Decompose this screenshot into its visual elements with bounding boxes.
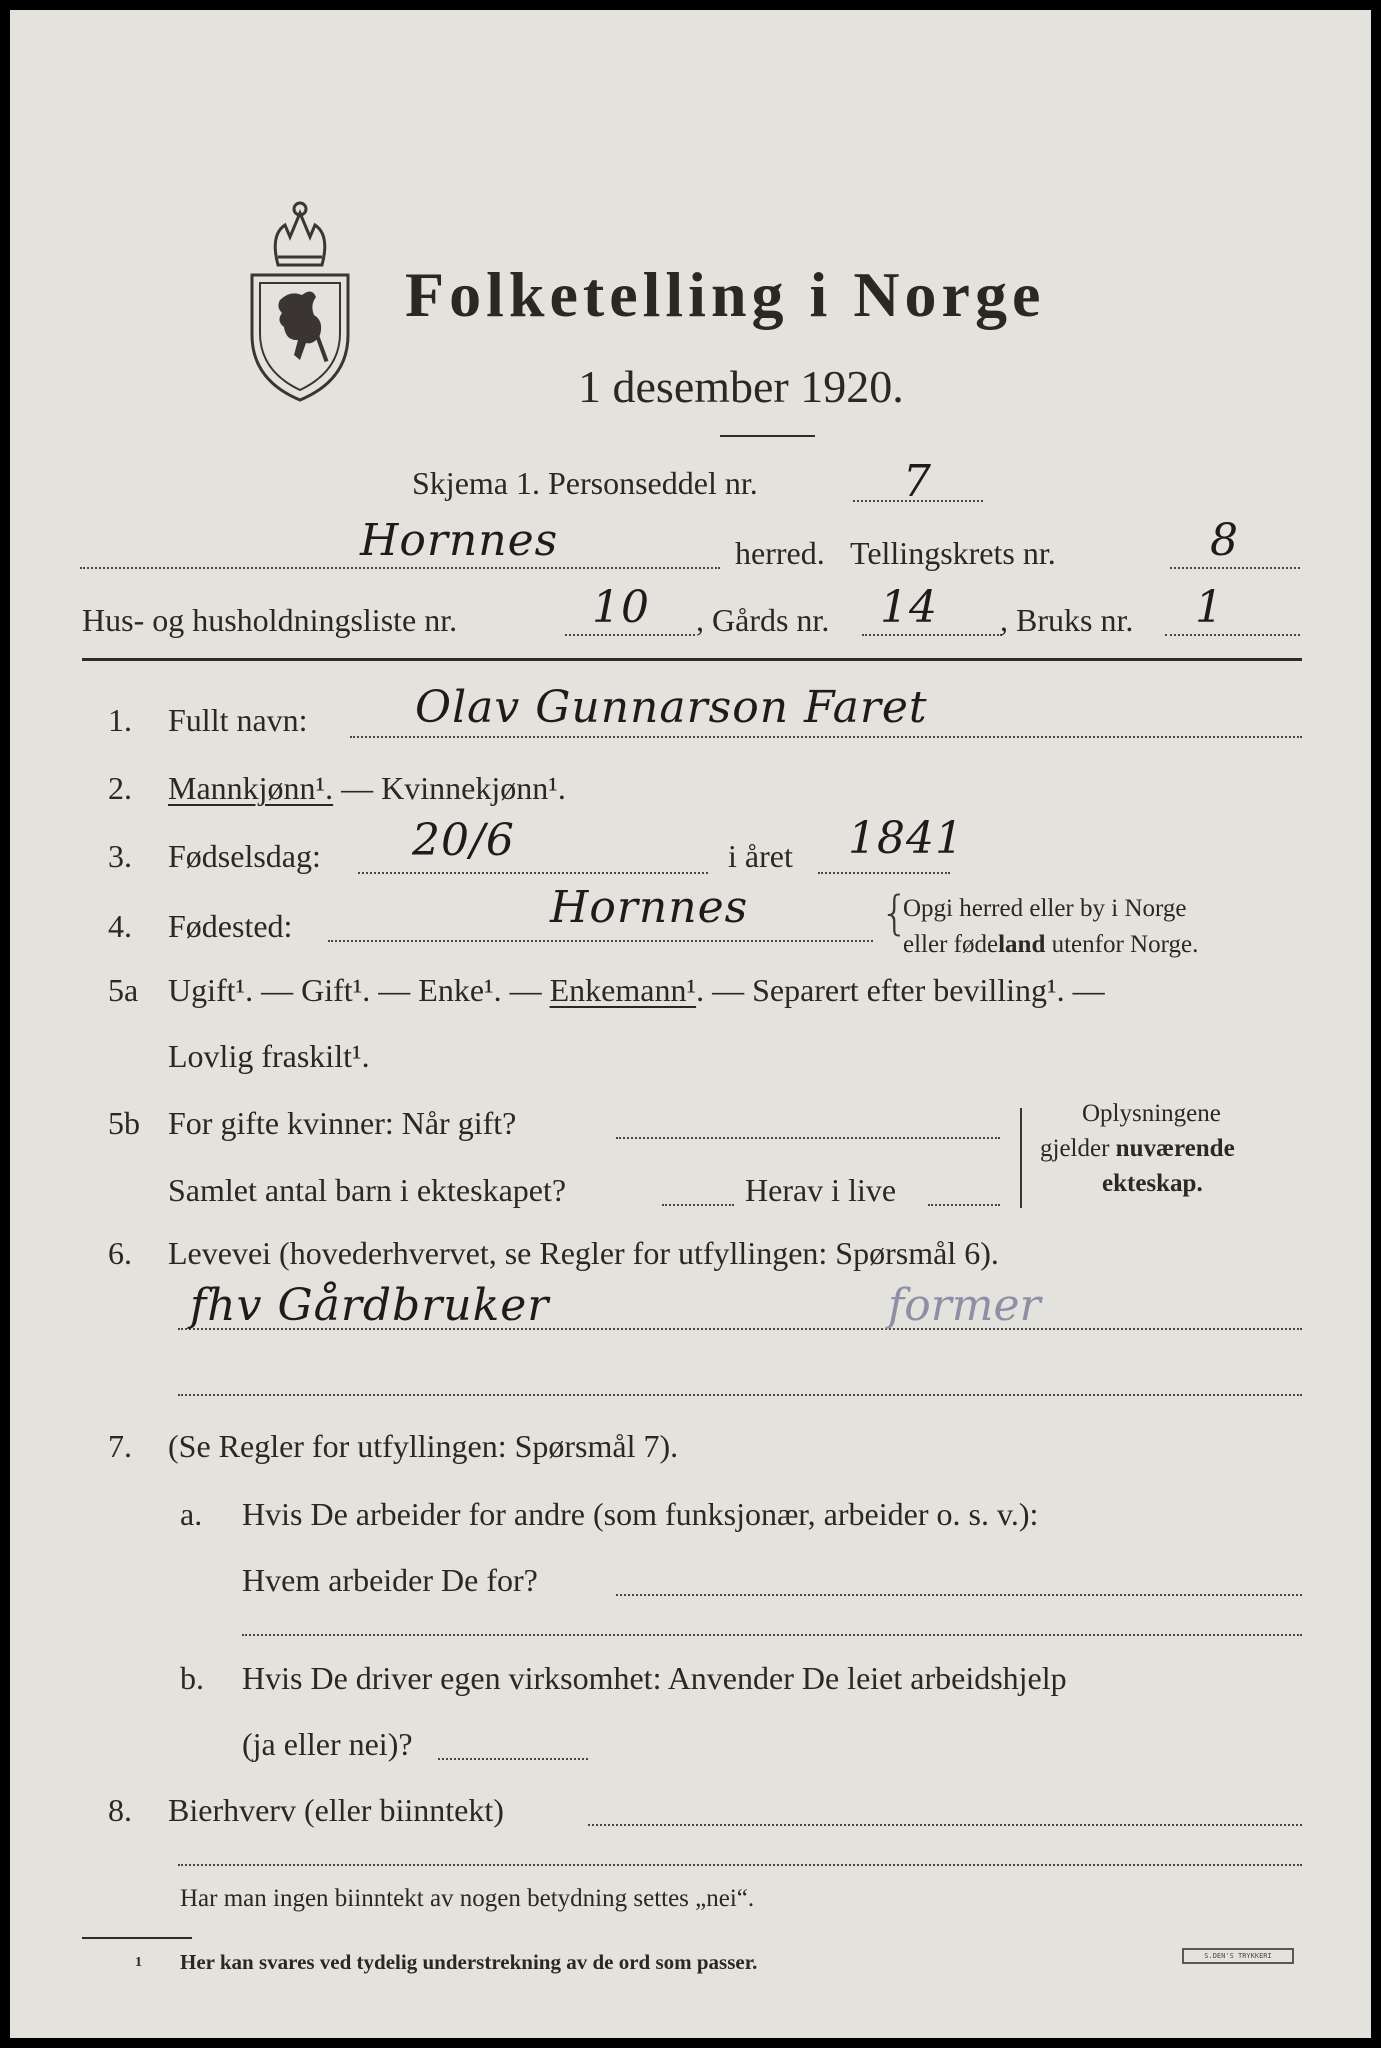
marriage-note-line1: Oplysningene <box>1082 1100 1221 1127</box>
gender-mann-option[interactable]: Mannkjønn¹. <box>168 770 334 806</box>
note-text: eller føde <box>903 931 999 958</box>
q7b-line2-label: (ja eller nei)? <box>242 1726 413 1762</box>
marital-status-options <box>168 972 1105 1009</box>
bruks-value: 1 <box>1195 582 1224 633</box>
birthplace-note-line2 <box>903 931 1198 959</box>
birthday-field[interactable] <box>358 872 708 874</box>
note-text: gjelder <box>1040 1135 1116 1162</box>
q6-number: 6. <box>108 1235 132 1271</box>
q8-label: Bierhverv (eller biinntekt) <box>168 1792 504 1828</box>
q7a-line2-label: Hvem arbeider De for? <box>242 1562 538 1598</box>
occupation-field-line2[interactable] <box>178 1394 1302 1396</box>
marital-options-text[interactable]: Ugift¹. — Gift¹. — Enke¹. — <box>168 972 550 1008</box>
note-text: utenfor Norge. <box>1045 931 1199 958</box>
q7-number: 7. <box>108 1428 132 1464</box>
birthplace-field[interactable] <box>328 940 873 942</box>
gards-field[interactable] <box>862 634 1002 636</box>
header-rule <box>82 658 1302 661</box>
title-divider <box>720 435 815 437</box>
biinntekt-note: Har man ingen biinntekt av nogen betydning settes „nei“. <box>180 1885 755 1912</box>
gards-label: , Gårds nr. <box>696 602 830 638</box>
note-bold-text: land <box>998 931 1046 958</box>
hired-help-field[interactable] <box>438 1758 588 1760</box>
occupation-pencil-note: former <box>888 1280 1041 1331</box>
q1-number: 1. <box>108 702 132 738</box>
marriage-note-line2 <box>1040 1135 1235 1163</box>
husliste-field[interactable] <box>565 634 695 636</box>
footnote-marker: 1 <box>135 1955 142 1970</box>
printer-stamp: S.DEN'S TRYKKERI <box>1182 1948 1294 1964</box>
q7b-number: b. <box>180 1660 204 1696</box>
marital-fraskilt-option[interactable]: Lovlig fraskilt¹. <box>168 1038 370 1074</box>
note-bold-text: nuværende <box>1115 1135 1235 1162</box>
q4-number: 4. <box>108 908 132 944</box>
children-alive-label: Herav i live <box>745 1172 897 1208</box>
full-name-field[interactable] <box>350 736 1302 738</box>
side-income-field-line1[interactable] <box>588 1824 1302 1826</box>
birth-year-label: i året <box>728 838 793 874</box>
birthplace-note-brace: { <box>880 886 910 940</box>
herred-value: Hornnes <box>360 515 559 566</box>
census-form-page <box>10 10 1371 2038</box>
gards-value: 14 <box>880 582 938 633</box>
marital-enkemann-option[interactable]: Enkemann¹ <box>549 972 697 1008</box>
marriage-note-line3: ekteskap. <box>1102 1170 1203 1197</box>
q2-number: 2. <box>108 770 132 806</box>
q7-label: (Se Regler for utfyllingen: Spørsmål 7). <box>168 1428 679 1464</box>
q3-label: Fødselsdag: <box>168 838 321 874</box>
gender-separator: — <box>333 770 382 806</box>
birthday-value: 20/6 <box>412 815 515 866</box>
birth-year-field[interactable] <box>818 872 950 874</box>
tellingskrets-value: 8 <box>1210 515 1239 566</box>
q6-label: Levevei (hovederhvervet, se Regler for utfyllingen: Spørsmål 6). <box>168 1235 999 1271</box>
marital-options-text-2[interactable]: . — Separert efter bevilling¹. — <box>696 972 1105 1008</box>
marriage-note-bracket <box>1020 1108 1024 1208</box>
birthplace-value: Hornnes <box>550 882 749 933</box>
husliste-label: Hus- og husholdningsliste nr. <box>82 602 458 638</box>
occupation-value: fhv Gårdbruker <box>190 1280 550 1331</box>
tellingskrets-field[interactable] <box>1170 567 1300 569</box>
side-income-field-line2[interactable] <box>178 1864 1302 1866</box>
skjema-label: Skjema 1. Personseddel nr. <box>412 465 758 501</box>
married-when-field[interactable] <box>616 1137 1000 1139</box>
q7b-line1: Hvis De driver egen virksomhet: Anvender De leiet arbeidshjelp <box>242 1660 1067 1696</box>
employer-field-line2[interactable] <box>242 1634 1302 1636</box>
footnote-text: Her kan svares ved tydelig understrekning av de ord som passer. <box>180 1950 758 1974</box>
gender-kvinne-option[interactable]: Kvinnekjønn¹. <box>381 770 566 806</box>
gender-options <box>168 770 566 807</box>
tellingskrets-label: Tellingskrets nr. <box>850 535 1056 571</box>
employer-field-line1[interactable] <box>616 1594 1302 1596</box>
q4-label: Fødested: <box>168 908 293 944</box>
q5b-line1-label: For gifte kvinner: Når gift? <box>168 1105 517 1141</box>
bruks-label: , Bruks nr. <box>1000 602 1134 638</box>
q8-number: 8. <box>108 1792 132 1828</box>
children-total-label: Samlet antal barn i ekteskapet? <box>168 1172 567 1208</box>
children-alive-field[interactable] <box>928 1204 1000 1206</box>
bruks-field[interactable] <box>1165 634 1300 636</box>
q5a-number: 5a <box>108 972 139 1008</box>
q7a-number: a. <box>180 1496 203 1532</box>
birth-year-value: 1841 <box>848 813 964 864</box>
norwegian-coat-of-arms-icon <box>240 195 360 405</box>
herred-label: herred. <box>735 535 825 571</box>
census-date: 1 desember 1920. <box>578 361 904 412</box>
form-title: Folketelling i Norge <box>405 259 1046 330</box>
q7a-line1: Hvis De arbeider for andre (som funksjonær, arbeider o. s. v.): <box>242 1496 1039 1532</box>
herred-field[interactable] <box>80 567 720 569</box>
birthplace-note-line1: Opgi herred eller by i Norge <box>903 895 1187 922</box>
footnote-rule <box>82 1937 192 1939</box>
full-name-value: Olav Gunnarson Faret <box>415 682 928 733</box>
q5b-number: 5b <box>108 1105 140 1141</box>
q1-label: Fullt navn: <box>168 702 308 738</box>
husliste-value: 10 <box>592 582 650 633</box>
children-total-field[interactable] <box>662 1204 734 1206</box>
personseddel-nr-value: 7 <box>903 456 932 507</box>
q3-number: 3. <box>108 838 132 874</box>
